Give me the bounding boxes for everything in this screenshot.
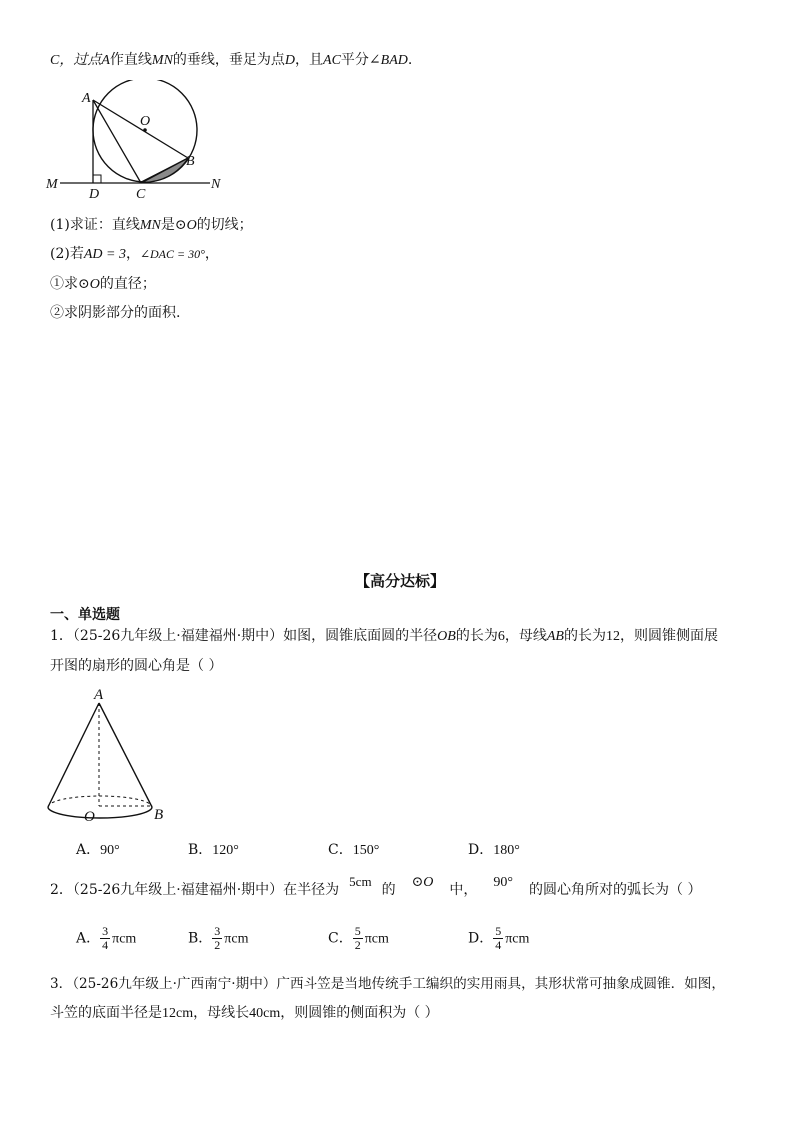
label-N: N [211,177,221,192]
q2-option-d[interactable]: D． $\frac{5}{4}$ πcm [468,924,530,952]
q1-option-d[interactable]: D．180° [468,842,520,858]
mc-question-2: 2．（25-26九年级上·福建福州·期中）在半径为5cm的 ⊙O 中， 90° 的圆心角所对的弧长为（ ） [50,874,702,898]
label-M: M [46,177,58,192]
section-subtitle: 一、单选题 [50,607,120,623]
mc-question-3-line2: 斗笠的底面半径是12cm，母线长40cm，则圆锥的侧面积为（ ） [50,1005,439,1021]
label-C: C [136,187,146,200]
question-1: (1)求证：直线MN是⊙O的切线； [50,217,253,233]
fraction: $\frac{5}{2}$ [354,924,361,952]
label-O: O [140,114,151,129]
label-D: D [89,187,100,200]
q2-option-b[interactable]: B． $\frac{3}{2}$ πcm [188,924,249,952]
fraction: $\frac{3}{4}$ [102,924,109,952]
mc-question-3-line1: 3．（25-26九年级上·广西南宁·期中）广西斗笠是当地传统手工编织的实用雨具，其形状常可抽象成圆锥．如图， [50,976,725,992]
mc-question-1-line2: 开图的扇形的圆心角是（ ） [50,658,223,674]
fraction: $\frac{3}{2}$ [214,924,221,952]
q2-option-c[interactable]: C． $\frac{5}{2}$ πcm [328,924,389,952]
q1-option-b[interactable]: B．120° [188,842,239,858]
problem-intro: C，过点A作直线MN的垂线，垂足为点D，且AC平分∠BAD. [50,52,413,68]
cone-figure [40,685,180,825]
fraction: $\frac{5}{4}$ [495,924,502,952]
section-title: 【高分达标】 [354,572,445,590]
circle-tangent-figure [40,80,280,200]
label-B: B [186,154,195,169]
q1-option-c[interactable]: C．150° [328,842,380,858]
q2-option-a[interactable]: A． $\frac{3}{4}$ πcm [76,924,137,952]
question-2: (2)若AD = 3，∠DAC = 30°， [50,246,219,262]
mc-question-1-line1: 1．（25-26九年级上·福建福州·期中）如图，圆锥底面圆的半径OB的长为6，母线AB的长为12，则圆锥侧面展 [50,628,718,644]
cone-label-B: B [154,807,164,823]
question-2b: ②求阴影部分的面积. [50,305,181,321]
cone-label-A: A [94,687,104,703]
q1-option-a[interactable]: A．90° [76,842,120,858]
label-A: A [82,91,91,106]
cone-label-O: O [84,809,95,825]
question-2a: ①求⊙O的直径； [50,276,156,292]
